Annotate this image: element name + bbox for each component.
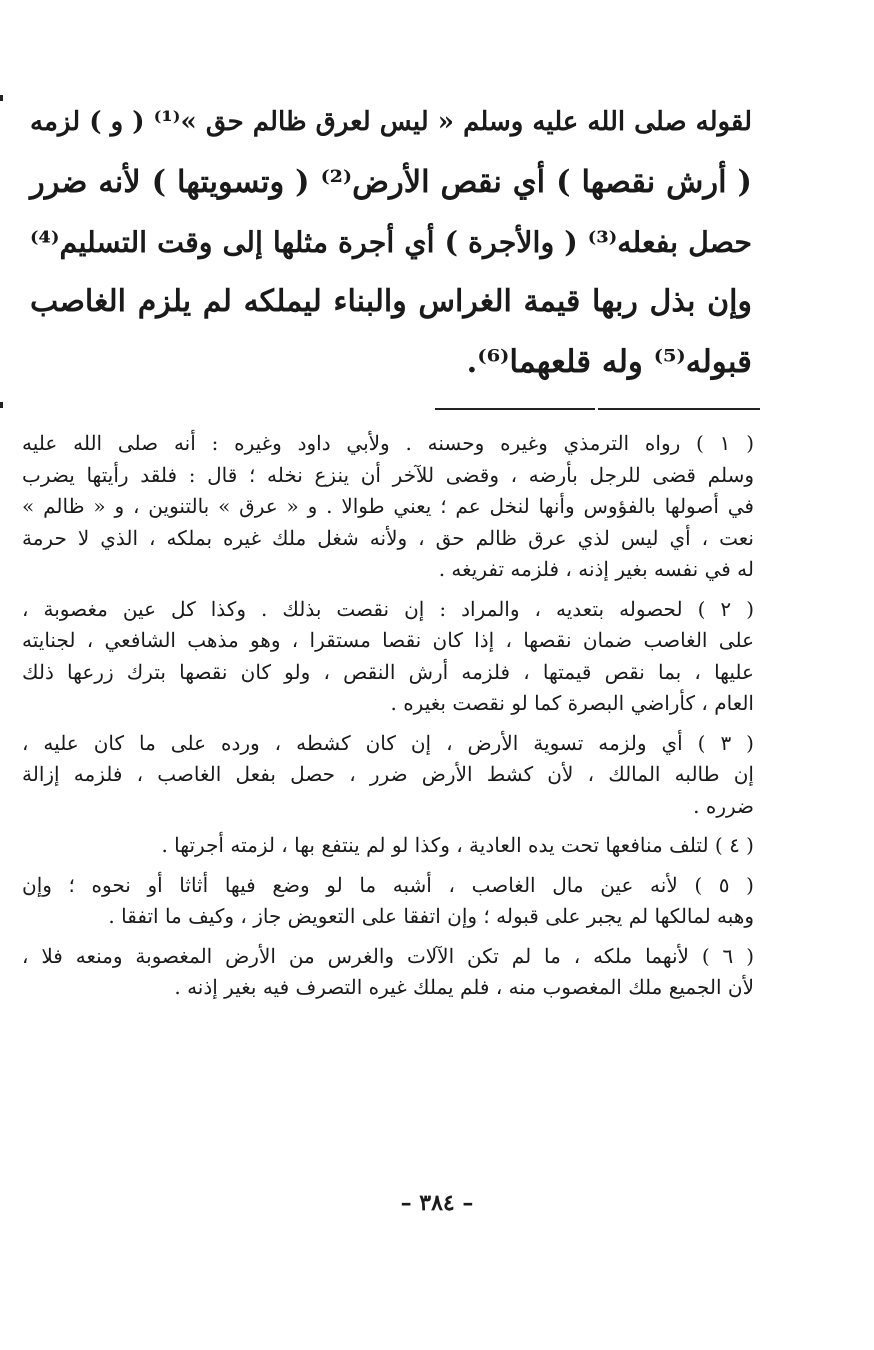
footnote-line: ( ٢ ) لحصوله بتعديه ، والمراد : إن نقصت بذلك . وكذا كل عين مغصوبة ، <box>22 596 754 621</box>
main-text-line: قبوله⁽⁵⁾ وله قلعهما⁽⁶⁾. <box>466 344 752 380</box>
footnote-line: ( ٤ ) لتلف منافعها تحت يده العادية ، وكذا لو لم ينتفع بها ، لزمته أجرتها . <box>161 833 754 857</box>
footnote-5 <box>22 870 754 933</box>
footnote-line: في أصولها بالفؤوس وأنها لنخل عم ؛ يعني طوالا . و « عرق » بالتنوين ، و « ظالم » <box>22 494 754 518</box>
footnote-line: على الغاصب ضمان نقصها ، إذا كان نقصا مستقرا ، وهو مذهب الشافعي ، لجنايته <box>22 628 754 652</box>
main-text-line: ( أرش نقصها ) أي نقص الأرض⁽²⁾ ( وتسويتها ) لأنه ضرر <box>30 164 752 200</box>
footnote-line: له في نفسه بغير إذنه ، فلزمه تفريغه . <box>438 557 754 581</box>
margin-mark-bottom <box>0 402 3 408</box>
footnote-line: ( ١ ) رواه الترمذي وغيره وحسنه . ولأبي داود وغيره : أنه صلى الله عليه <box>22 431 755 455</box>
footnote-line: ( ٥ ) لأنه عين مال الغاصب ، أشبه ما لو وضع فيها أثاثا أو نحوه ؛ وإن <box>22 872 754 897</box>
footnote-line: وسلم قضى للرجل بأرضه ، وقضى للآخر أن ينزع نخله ؛ قال : فلقد رأيتها يضرب <box>22 462 754 487</box>
page-number: – ٣٨٤ – <box>400 1190 474 1216</box>
main-text-line: وإن بذل ربها قيمة الغراس والبناء ليملكه لم يلزم الغاصب <box>30 284 752 319</box>
footnote-line: ( ٣ ) أي ولزمه تسوية الأرض ، إن كان كشطه ، ورده على ما كان عليه ، <box>22 730 754 755</box>
footnote-line: لأن الجميع ملك المغصوب منه ، فلم يملك غيره التصرف فيه بغير إذنه . <box>174 975 754 999</box>
footnote-6 <box>22 941 754 1004</box>
margin-mark-top <box>0 95 3 101</box>
footnote-3 <box>22 728 754 823</box>
footnote-line: إن طالبه المالك ، لأن كشط الأرض ضرر ، حصل بفعل الغاصب ، فلزمه إزالة <box>22 762 754 786</box>
footnote-line: العام ، كأراضي البصرة كما لو نقصت بغيره . <box>390 691 754 715</box>
footnote-separator-right <box>598 408 760 410</box>
main-text-line: لقوله صلى الله عليه وسلم « ليس لعرق ظالم حق »⁽¹⁾ ( و ) لزمه <box>30 107 752 137</box>
footnote-line: نعت ، أي ليس لذي عرق ظالم حق ، ولأنه شغل ملك غيره بملكه ، الذي لا حرمة <box>22 525 754 550</box>
footnote-1 <box>22 428 754 586</box>
footnote-line: ضرره . <box>693 793 754 818</box>
footnote-line: وهبه لمالكها لم يجبر على قبوله ؛ وإن اتفقا على التعويض جاز ، وكيف ما اتفقا . <box>108 904 754 928</box>
main-text <box>30 92 752 392</box>
main-text-line: حصل بفعله⁽³⁾ ( والأجرة ) أي أجرة مثلها إلى وقت التسليم⁽⁴⁾ <box>30 225 752 259</box>
footnote-4 <box>22 830 754 862</box>
footnote-line: عليها ، بما نقص قيمتها ، فلزمه أرش النقص ، ولو كان نقصها بترك زرعها ذلك <box>22 659 754 684</box>
footnote-separator-left <box>435 408 595 410</box>
footnote-2 <box>22 594 754 720</box>
footnote-line: ( ٦ ) لأنهما ملكه ، ما لم تكن الآلات والغرس من الأرض المغصوبة ومنعه فلا ، <box>22 943 754 968</box>
footnotes <box>22 428 754 1012</box>
